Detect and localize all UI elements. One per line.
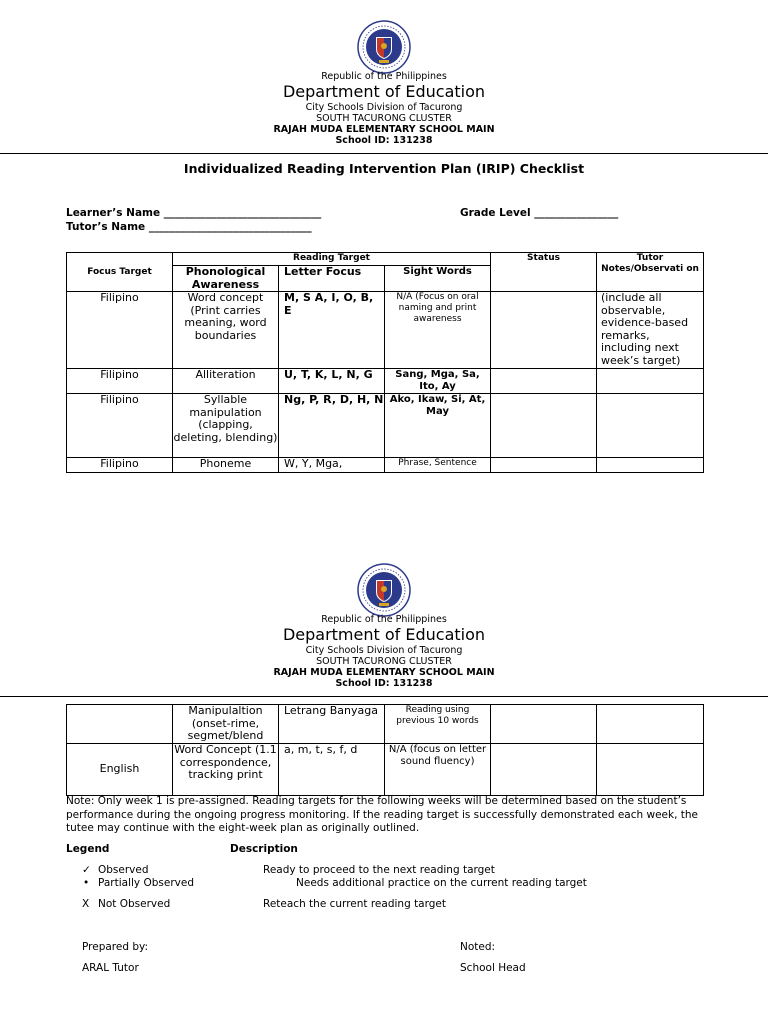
learner-name-field: Learner’s Name ______________________________ [66,207,322,219]
tutor-notes-header: Tutor Notes/Observati on [597,253,704,292]
notes-cell[interactable] [597,705,704,744]
description-label: Description [230,843,298,855]
phonological-cell: Word concept (Print carries meaning, word boundaries [173,292,279,369]
reading-target-header: Reading Target [173,253,491,266]
letter-cell: W, Y, Mga, [279,458,385,473]
noted-label: Noted: [460,941,496,953]
sight-cell: Phrase, Sentence [385,458,491,473]
status-cell[interactable] [491,705,597,744]
sight-cell: Reading using previous 10 words [385,705,491,744]
letter-cell: U, T, K, L, N, G [279,369,385,394]
table-row [67,292,704,369]
school-name: RAJAH MUDA ELEMENTARY SCHOOL MAIN [273,667,495,678]
letter-focus-header: Letter Focus [279,266,385,292]
letter-cell: Ng, P, R, D, H, N [279,394,385,458]
legend-item-description: Reteach the current reading target [263,898,446,910]
page-header [0,71,768,146]
sight-cell: Ako, Ikaw, Si, At, May [385,394,491,458]
division-text: City Schools Division of Tacurong [305,102,463,113]
letter-cell: Letrang Banyaga [279,705,385,744]
cluster-text: SOUTH TACURONG CLUSTER [316,113,452,124]
table-row [67,369,704,394]
notes-cell[interactable] [597,744,704,796]
page-header [0,614,768,689]
table-row [67,744,704,796]
school-name: RAJAH MUDA ELEMENTARY SCHOOL MAIN [273,124,495,135]
sight-cell: N/A (focus on letter sound fluency) [385,744,491,796]
phonological-header: Phonological Awareness [173,266,279,292]
grade-level-field: Grade Level ________________ [460,207,619,219]
division-text: City Schools Division of Tacurong [305,645,463,656]
sight-words-header: Sight Words [385,266,491,292]
legend-item-label: Observed [98,864,149,876]
republic-text: Republic of the Philippines [321,71,447,82]
status-cell[interactable] [491,458,597,473]
table-row [67,458,704,473]
focus-target-header: Focus Target [67,253,173,292]
focus-cell [67,705,173,744]
table-row [67,705,704,744]
phonological-cell: Phoneme [173,458,279,473]
letter-cell: M, S A, I, O, B, E [279,292,385,369]
status-cell[interactable] [491,394,597,458]
phonological-cell: Word Concept (1.1 correspondence, tracking print [173,744,279,796]
legend-item-label: Partially Observed [98,877,194,889]
notes-cell[interactable]: (include all observable, evidence-based remarks, including next week’s target) [597,292,704,369]
phonological-cell: Alliteration [173,369,279,394]
prepared-role: ARAL Tutor [82,962,139,974]
department-name: Department of Education [282,82,486,101]
notes-cell[interactable] [597,394,704,458]
header-divider [0,696,768,697]
legend-item-description: Ready to proceed to the next reading target [263,864,495,876]
department-name: Department of Education [282,625,486,644]
deped-seal [357,20,411,74]
status-cell[interactable] [491,369,597,394]
header-divider [0,153,768,154]
cluster-text: SOUTH TACURONG CLUSTER [316,656,452,667]
republic-text: Republic of the Philippines [321,614,447,625]
prepared-by-label: Prepared by: [82,941,148,953]
sight-cell: Sang, Mga, Sa, Ito, Ay [385,369,491,394]
status-header: Status [491,253,597,292]
tutor-name-field: Tutor’s Name _______________________________ [66,221,312,233]
document-title: Individualized Reading Intervention Plan (IRIP) Checklist [183,161,585,176]
focus-cell: English [67,744,173,796]
legend-item-description: Needs additional practice on the current reading target [296,877,587,889]
check-icon: ✓ [82,864,91,876]
school-id: School ID: 131238 [335,135,433,146]
letter-cell: a, m, t, s, f, d [279,744,385,796]
school-id: School ID: 131238 [335,678,433,689]
focus-cell: Filipino [67,292,173,369]
legend-label: Legend [66,843,110,855]
bullet-icon: • [83,877,90,889]
phonological-cell: Manipulaltion (onset-rime, segmet/blend [173,705,279,744]
deped-seal [357,563,411,617]
focus-cell: Filipino [67,394,173,458]
status-cell[interactable] [491,744,597,796]
phonological-cell: Syllable manipulation (clapping, deleting, blending) [173,394,279,458]
x-icon: X [82,898,90,910]
status-cell[interactable] [491,292,597,369]
irip-table-continued [66,704,704,796]
focus-cell: Filipino [67,369,173,394]
noted-role: School Head [460,962,526,974]
legend-item-label: Not Observed [98,898,171,910]
note-paragraph: Note: Only week 1 is pre-assigned. Reading targets for the following weeks will be determined based on the student’s performance during the ongoing progress monitoring. If the reading target is successfully demonstrated each week, the tutee may continue with the eight-week plan as originally outlined. [66,795,698,834]
irip-table [66,252,704,473]
table-row [67,394,704,458]
sight-cell: N/A (Focus on oral naming and print awareness [385,292,491,369]
focus-cell: Filipino [67,458,173,473]
notes-cell[interactable] [597,458,704,473]
notes-cell[interactable] [597,369,704,394]
